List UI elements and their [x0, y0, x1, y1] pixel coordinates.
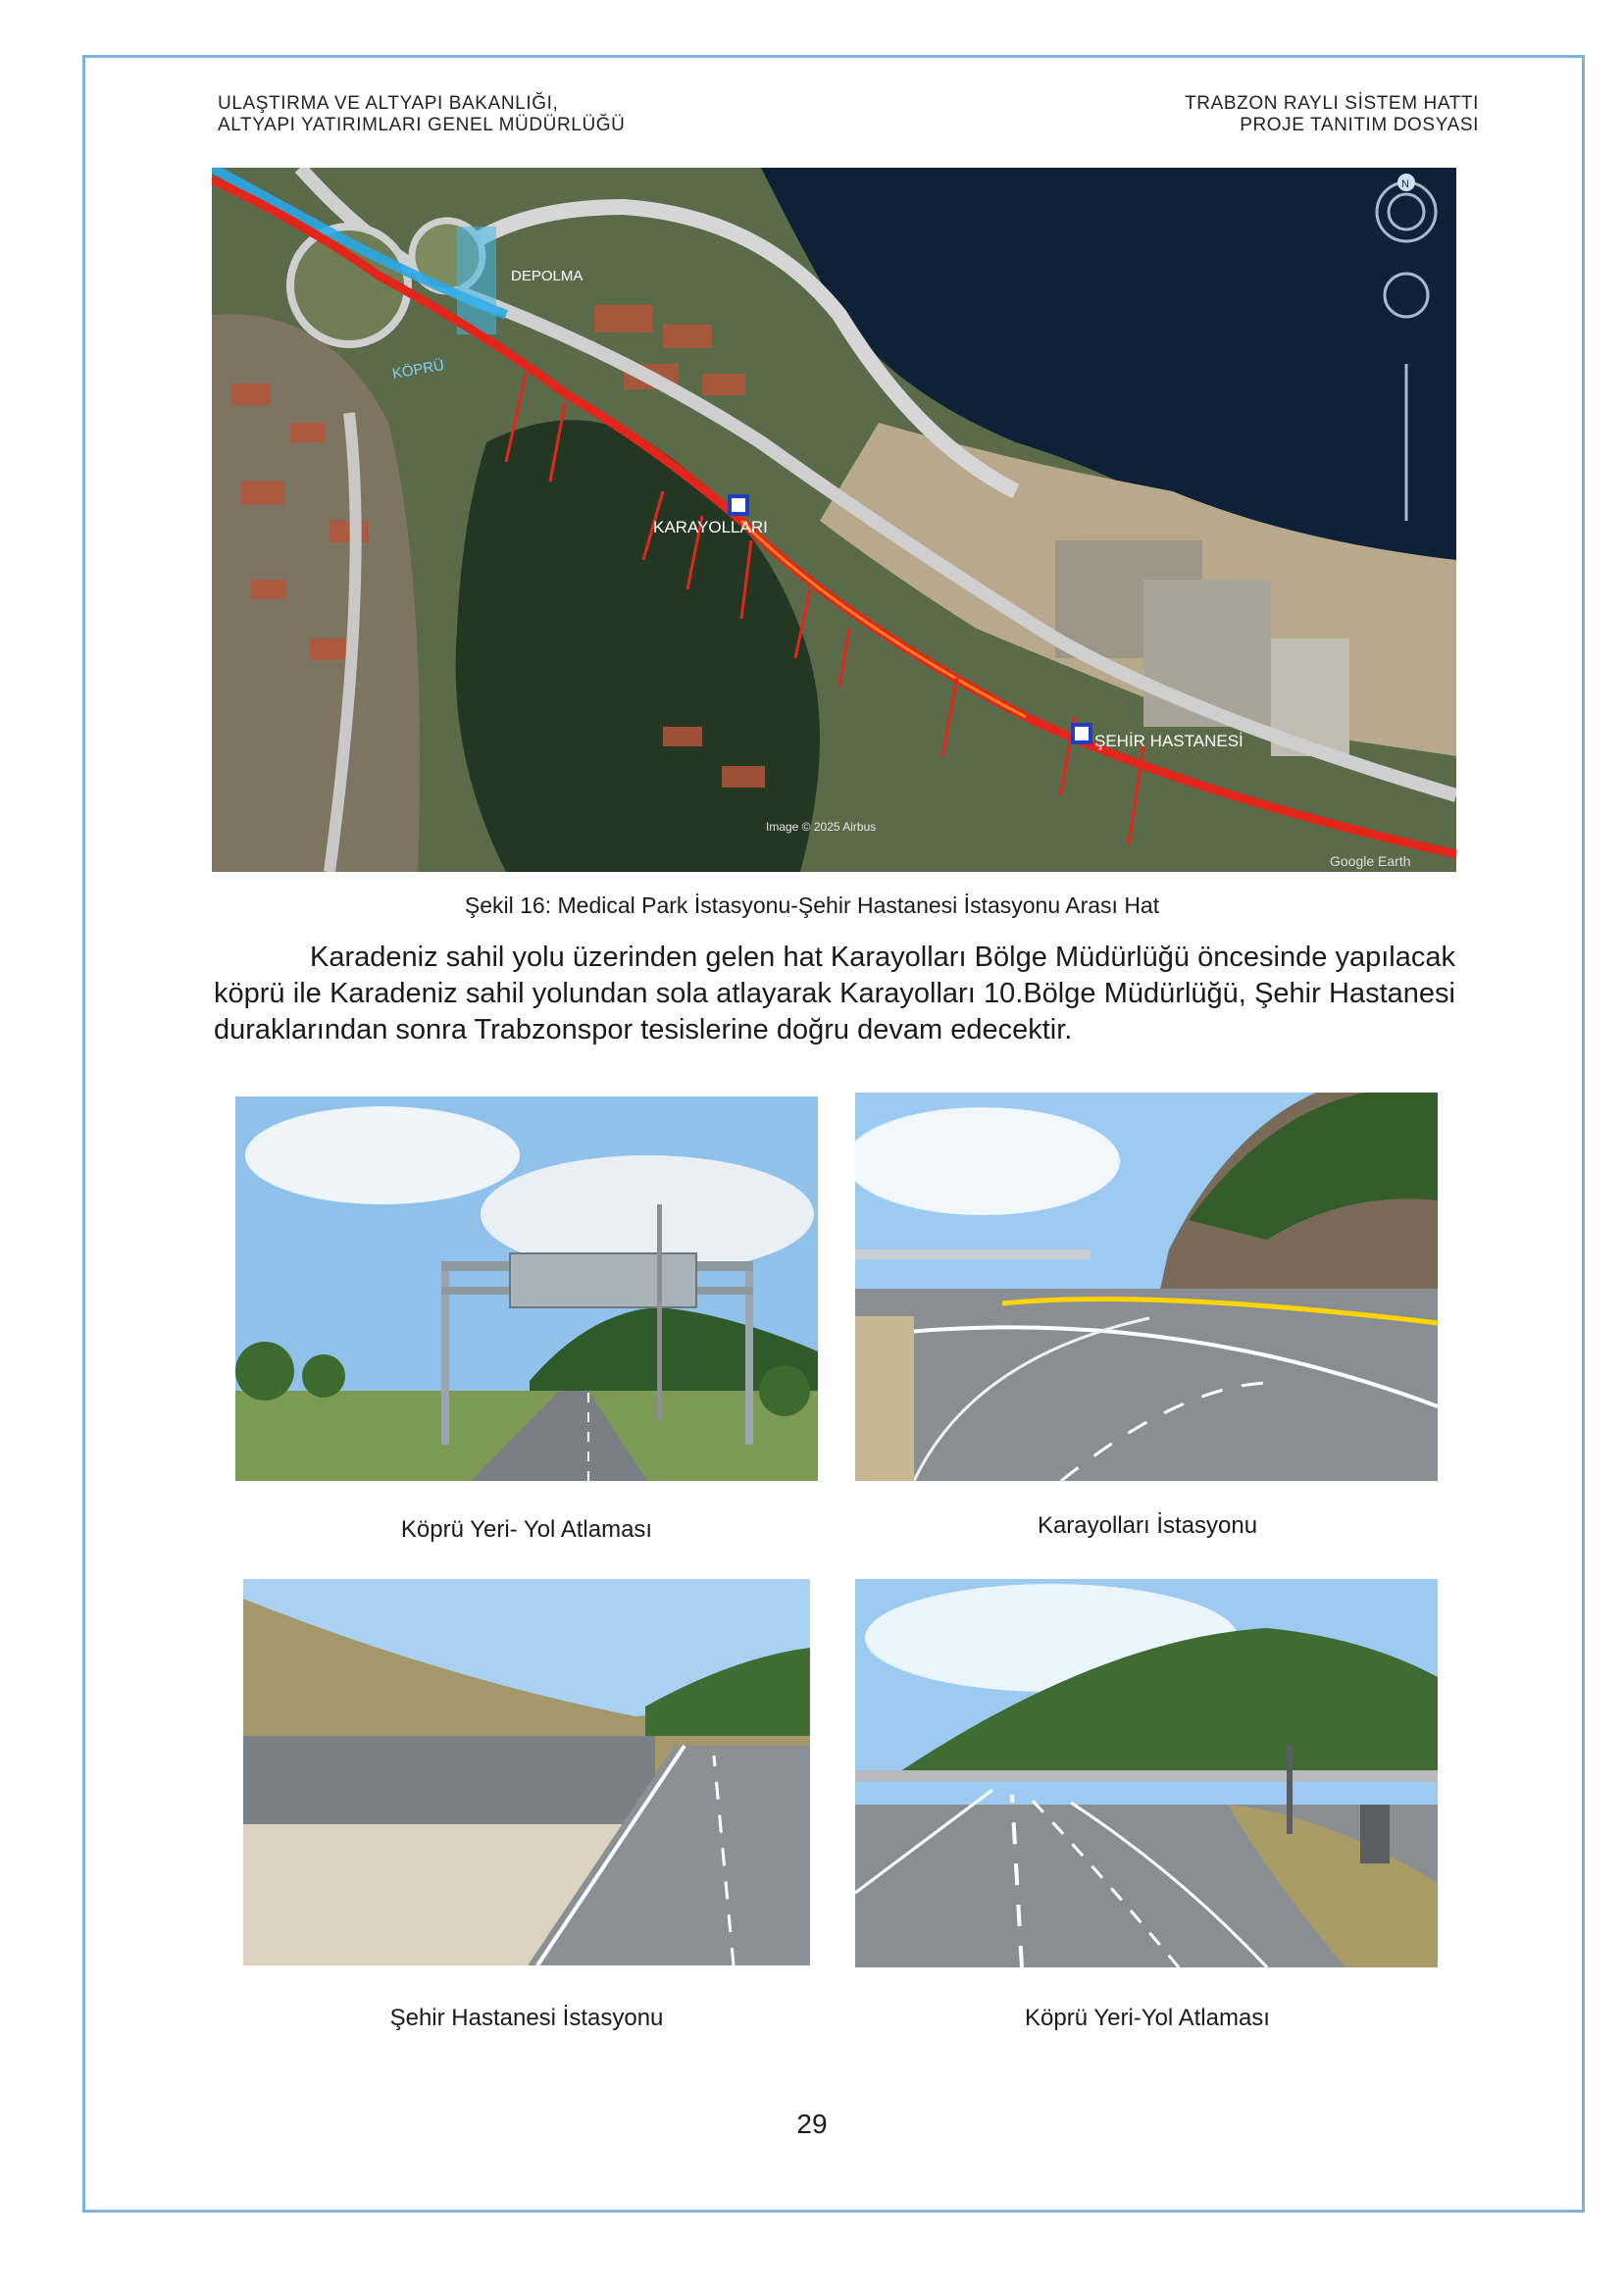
photo-bridge-road-crossing	[235, 1096, 818, 1481]
map-label-credit: Image © 2025 Airbus	[766, 820, 877, 834]
header-ministry	[218, 93, 626, 136]
header-ministry-line2: ALTYAPI YATIRIMLARI GENEL MÜDÜRLÜĞÜ	[218, 115, 626, 135]
map-label-kopru: KÖPRÜ	[390, 356, 446, 382]
photo-caption-2: Karayolları İstasyonu	[1037, 1512, 1258, 1539]
page-number: 29	[796, 2109, 828, 2139]
map-label-sehir-hastanesi: ŞEHİR HASTANESİ	[1094, 732, 1243, 750]
photo-caption-3: Şehir Hastanesi İstasyonu	[389, 2005, 664, 2031]
photo-caption-1: Köprü Yeri- Yol Atlaması	[400, 1516, 653, 1543]
header-ministry-line1: ULAŞTIRMA VE ALTYAPI BAKANLIĞI,	[218, 93, 559, 114]
photo-bridge-road-crossing-2	[855, 1579, 1438, 1967]
photo-sehir-hastanesi-station	[243, 1579, 810, 1965]
figure-caption: Şekil 16: Medical Park İstasyonu-Şehir Hastanesi İstasyonu Arası Hat	[464, 892, 1160, 918]
header-project	[1185, 93, 1479, 136]
map-label-google: Google Earth	[1330, 853, 1411, 869]
header-project-line1: TRABZON RAYLI SİSTEM HATTI	[1185, 93, 1479, 114]
photo-karayollari-station	[855, 1093, 1438, 1481]
body-paragraph: Karadeniz sahil yolu üzerinden gelen hat Karayolları Bölge Müdürlüğü öncesinde yapılacak köprü ile Karadeniz sahil yolundan sola atlayarak Karayolları 10.Bölge Müdürlüğü, Şehir Hastanesi duraklarından sonra Trabzonspor tesislerine doğru devam edecektir.	[214, 942, 1455, 1045]
map-label-compass: N	[1401, 178, 1409, 190]
map-label-depolama: DEPOLMA	[511, 268, 584, 284]
route-satellite-map	[212, 168, 1456, 872]
map-label-karayollari: KARAYOLLARI	[653, 518, 768, 536]
photo-caption-4: Köprü Yeri-Yol Atlaması	[1025, 2005, 1270, 2031]
header-project-line2: PROJE TANITIM DOSYASI	[1240, 115, 1479, 135]
